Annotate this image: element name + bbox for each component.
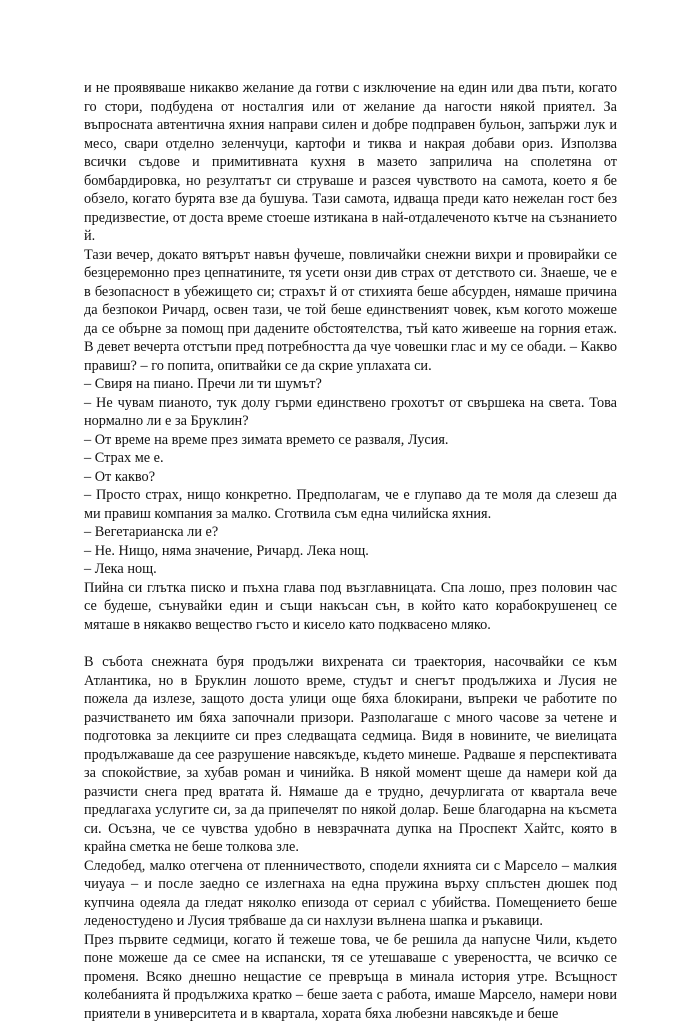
dialogue-line: – Просто страх, нищо конкретно. Предполагам, че е глупаво да те моля да слезеш да ми правиш компания за малко. Сготвила съм една чилийска яхния. — [84, 486, 617, 523]
paragraph-first-weeks: През първите седмици, когато й тежеше това, че бе решила да напусне Чили, където поне можеше да се смее на испански, тя се утешаваше с увереността, че всичко се променя. Всяко днешно нещастие се превръща в минала история утре. Всъщност колебанията й продължиха кратко – беше заета с работа, имаше Марсело, намери нови приятели в университета и в квартала, хората бяха любезни навсякъде и беше — [84, 931, 617, 1023]
dialogue-line: – От какво? — [84, 468, 617, 487]
paragraph-bad-sleep: Пийна си глътка писко и пъхна глава под възглавницата. Спа лошо, през половин час се будеше, сънувайки един и същи накъсан сън, в който като корабокрушенец се мяташе в някакво вещество гъсто и кисело като подквасено мляко. — [84, 579, 617, 635]
document-page — [84, 79, 617, 1023]
paragraph-saturday: В събота снежната буря продължи вихрената си траектория, насочвайки се към Атлантика, но в Бруклин лошото време, студът и снегът продължиха и Лусия не пожела да излезе, защото доста улици още бяха блокирани, въпреки че работите по разчистването им бяха започнали призори. Разполагаше с много часове за четене и подготовка за лекциите си през следващата седмица. Видя в новините, че виелицата продължаваше да сее разрушение навсякъде, където минеше. Радваше я перспективата за спокойствие, за хубав роман и чинийка. В някой момент щеше да намери кой да разчисти снега пред вратата й. Нямаше да е трудно, дечурлигата от квартала вече предлагаха услугите си, за да припечелят по някой долар. Беше благодарна на късмета си. Осъзна, че се чувства удобно в невзрачната дупка на Проспект Хайтс, която в крайна сметка не беше толкова зле. — [84, 653, 617, 857]
dialogue-line: – Лека нощ. — [84, 560, 617, 579]
paragraph-storm-night: Тази вечер, докато вятърът навън фучеше, повличайки снежни вихри и провирайки се безцеремонно през цепнатините, тя усети онзи див страх от детството си. Знаеше, че е в безопасност в убежището си; страхът й от стихията беше абсурден, нямаше причина да безпокои Ричард, освен тази, че той беше единственият човек, към когото можеше да се обърне за помощ при дадените обстоятелства, тъй като живееше на горния етаж. В девет вечерта отстъпи пред потребността да чуе човешки глас и му се обади. – Какво правиш? – го попита, опитвайки се да скрие уплахата си. — [84, 246, 617, 376]
dialogue-line: – От време на време през зимата времето се разваля, Лусия. — [84, 431, 617, 450]
paragraph-afternoon: Следобед, малко отегчена от пленничеството, сподели яхнията си с Марсело – малкия чиуауа – и после заедно се излегнаха на една пружина върху сплъстен дюшек под купчина одеяла да гледат няколко епизода от сериал с убийства. Помещението беше леденостудено и Лусия трябваше да си нахлузи вълнена шапка и ръкавици. — [84, 857, 617, 931]
section-break — [84, 634, 617, 653]
dialogue-line: – Вегетарианска ли е? — [84, 523, 617, 542]
dialogue-line: – Не чувам пианото, тук долу гърми единствено грохотът от свършека на света. Това нормално ли е за Бруклин? — [84, 394, 617, 431]
dialogue-line: – Страх ме е. — [84, 449, 617, 468]
dialogue-line: – Не. Нищо, няма значение, Ричард. Лека нощ. — [84, 542, 617, 561]
dialogue-line: – Свиря на пиано. Пречи ли ти шумът? — [84, 375, 617, 394]
paragraph-stew: и не проявяваше никакво желание да готви с изключение на един или два пъти, когато го стори, подбудена от носталгия или от желание да нагости някой приятел. За въпросната автентична яхния направи силен и добре подправен бульон, запържи лук и месо, свари отделно зеленчуци, картофи и тиква и накрая добави ориз. Използва всички съдове и примитивната кухня в мазето заприлича на сполетяна от бомбардировка, но резултатът си струваше и разсея чувството на самота, което я бе обзело, когато бурята взе да бушува. Тази самота, идваща преди като нежелан гост без предизвестие, от доста време стоеше изтикана в най-отдалеченото кътче на съзнанието й. — [84, 79, 617, 246]
